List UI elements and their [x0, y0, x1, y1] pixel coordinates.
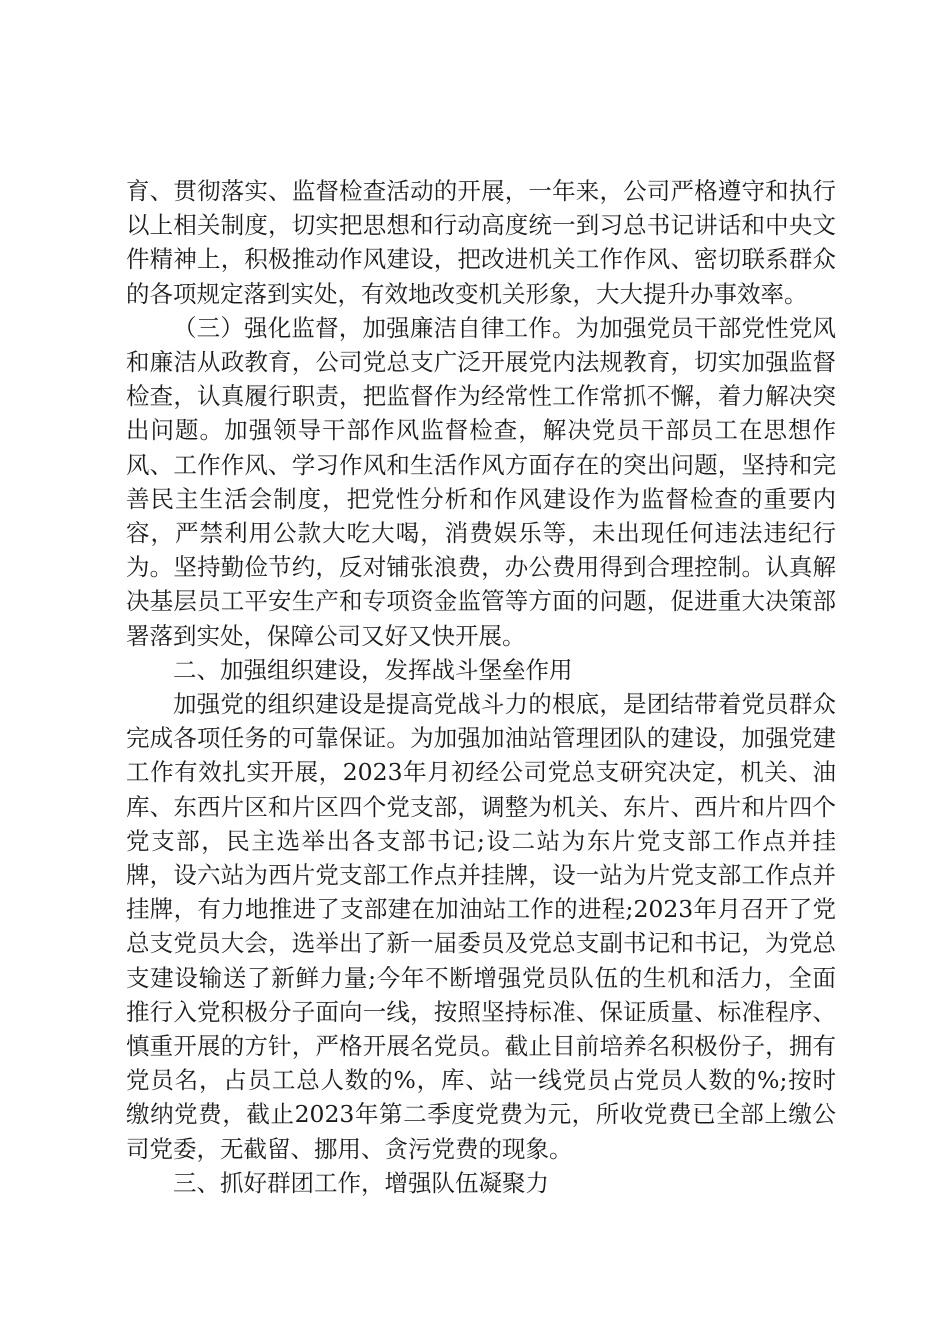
- section-heading-groups: 三、抓好群团工作，增强队伍凝聚力: [173, 1168, 549, 1197]
- paragraph-supervision: （三）强化监督，加强廉洁自律工作。为加强党员干部党性党风和廉洁从政教育，公司党总支广泛开展党内法规教育，切实加强监督检查，认真履行职责，把监督作为经常性工作常抓不懈，着力解决突出问题。加强领导干部作风监督检查，解决党员干部员工在思想作风、工作作风、学习作风和生活作风方面存在的突出问题，坚持和完善民主生活会制度，把党性分析和作风建设作为监督检查的重要内容，严禁利用公款大吃大喝，消费娱乐等，未出现任何违法违纪行为。坚持勤俭节约，反对铺张浪费，办公费用得到合理控制。认真解决基层员工平安生产和专项资金监管等方面的问题，促进重大决策部署落到实处，保障公司又好又快开展。: [126, 313, 836, 650]
- section-heading-organization: 二、加强组织建设，发挥战斗堡垒作用: [173, 655, 573, 684]
- document-body: [126, 174, 836, 1200]
- paragraph-organization: 加强党的组织建设是提高党战斗力的根底，是团结带着党员群众完成各项任务的可靠保证。为加强加油站管理团队的建设，加强党建工作有效扎实开展，2023年月初经公司党总支研究决定，机关、油库、东西片区和片区四个党支部，调整为机关、东片、西片和片四个党支部，民主选举出各支部书记;设二站为东片党支部工作点并挂牌，设六站为西片党支部工作点并挂牌，设一站为片党支部工作点并挂牌，有力地推进了支部建在加油站工作的进程;2023年月召开了党总支党员大会，选举出了新一届委员及党总支副书记和书记，为党总支建设输送了新鲜力量;今年不断增强党员队伍的生机和活力，全面推行入党积极分子面向一线，按照坚持标准、保证质量、标准程序、慎重开展的方针，严格开展名党员。截止目前培养名积极份子，拥有党员名，占员工总人数的%，库、站一线党员占党员人数的%;按时缴纳党费，截止2023年第二季度党费为元，所收党费已全部上缴公司党委，无截留、挪用、贪污党费的现象。: [126, 690, 836, 1163]
- paragraph-continuation: 育、贯彻落实、监督检查活动的开展，一年来，公司严格遵守和执行以上相关制度，切实把思想和行动高度统一到习总书记讲话和中央文件精神上，积极推动作风建设，把改进机关工作作风、密切联系群众的各项规定落到实处，有效地改变机关形象，大大提升办事效率。: [126, 177, 836, 308]
